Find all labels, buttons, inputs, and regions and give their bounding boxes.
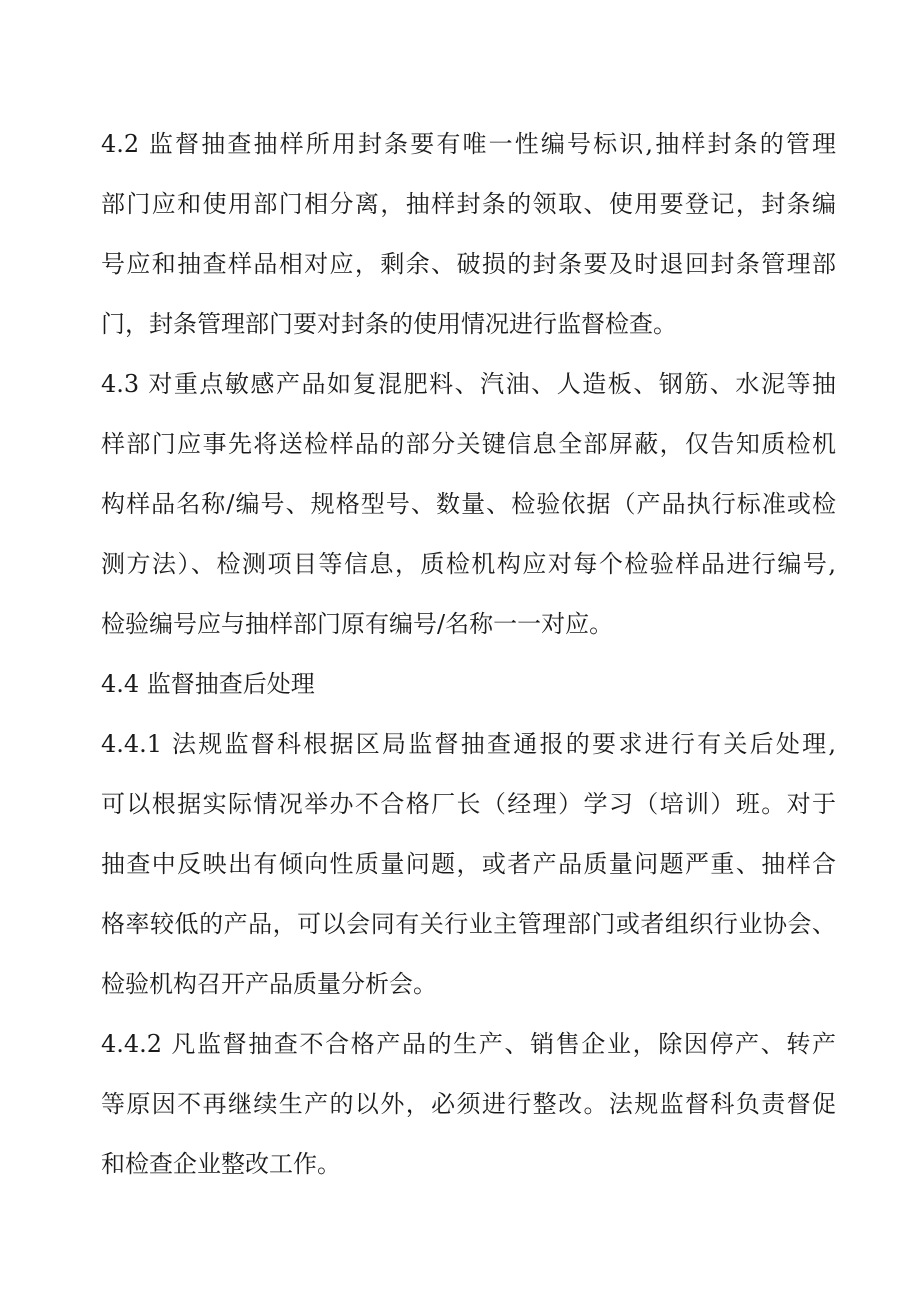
section-heading-4-4 [101, 664, 836, 724]
paragraph-line: 4.2 监督抽查抽样所用封条要有唯一性编号标识,抽样封条的管理 [101, 130, 836, 158]
paragraph-line: 构样品名称/编号、规格型号、数量、检验依据（产品执行标准或检 [101, 490, 836, 518]
paragraph-line: 和检查企业整改工作。 [101, 1150, 341, 1178]
paragraph-line: 检验编号应与抽样部门原有编号/名称一一对应。 [101, 610, 614, 638]
paragraph-line: 4.3 对重点敏感产品如复混肥料、汽油、人造板、钢筋、水泥等抽 [101, 370, 836, 398]
paragraph-line: 门，封条管理部门要对封条的使用情况进行监督检查。 [101, 310, 677, 338]
paragraph-line: 格率较低的产品，可以会同有关行业主管理部门或者组织行业协会、 [101, 910, 836, 938]
paragraph-line: 测方法）、检测项目等信息，质检机构应对每个检验样品进行编号, [101, 550, 836, 578]
paragraph-line: 4.4.1 法规监督科根据区局监督抽查通报的要求进行有关后处理, [101, 730, 836, 758]
paragraph-line: 等原因不再继续生产的以外，必须进行整改。法规监督科负责督促 [101, 1090, 836, 1118]
paragraph-line: 号应和抽查样品相对应，剩余、破损的封条要及时退回封条管理部 [101, 250, 836, 278]
paragraph-4-4-2 [101, 1024, 836, 1204]
paragraph-4-2 [101, 124, 836, 364]
paragraph-line: 抽查中反映出有倾向性质量问题，或者产品质量问题严重、抽样合 [101, 850, 836, 878]
paragraph-4-3 [101, 364, 836, 664]
paragraph-line: 样部门应事先将送检样品的部分关键信息全部屏蔽，仅告知质检机 [101, 430, 836, 458]
paragraph-line: 4.4.2 凡监督抽查不合格产品的生产、销售企业，除因停产、转产 [101, 1030, 836, 1058]
paragraph-line: 检验机构召开产品质量分析会。 [101, 970, 437, 998]
paragraph-4-4-1 [101, 724, 836, 1024]
paragraph-line: 部门应和使用部门相分离，抽样封条的领取、使用要登记，封条编 [101, 190, 836, 218]
paragraph-line: 可以根据实际情况举办不合格厂长（经理）学习（培训）班。对于 [101, 790, 836, 818]
section-heading-text: 4.4 监督抽查后处理 [101, 670, 315, 698]
